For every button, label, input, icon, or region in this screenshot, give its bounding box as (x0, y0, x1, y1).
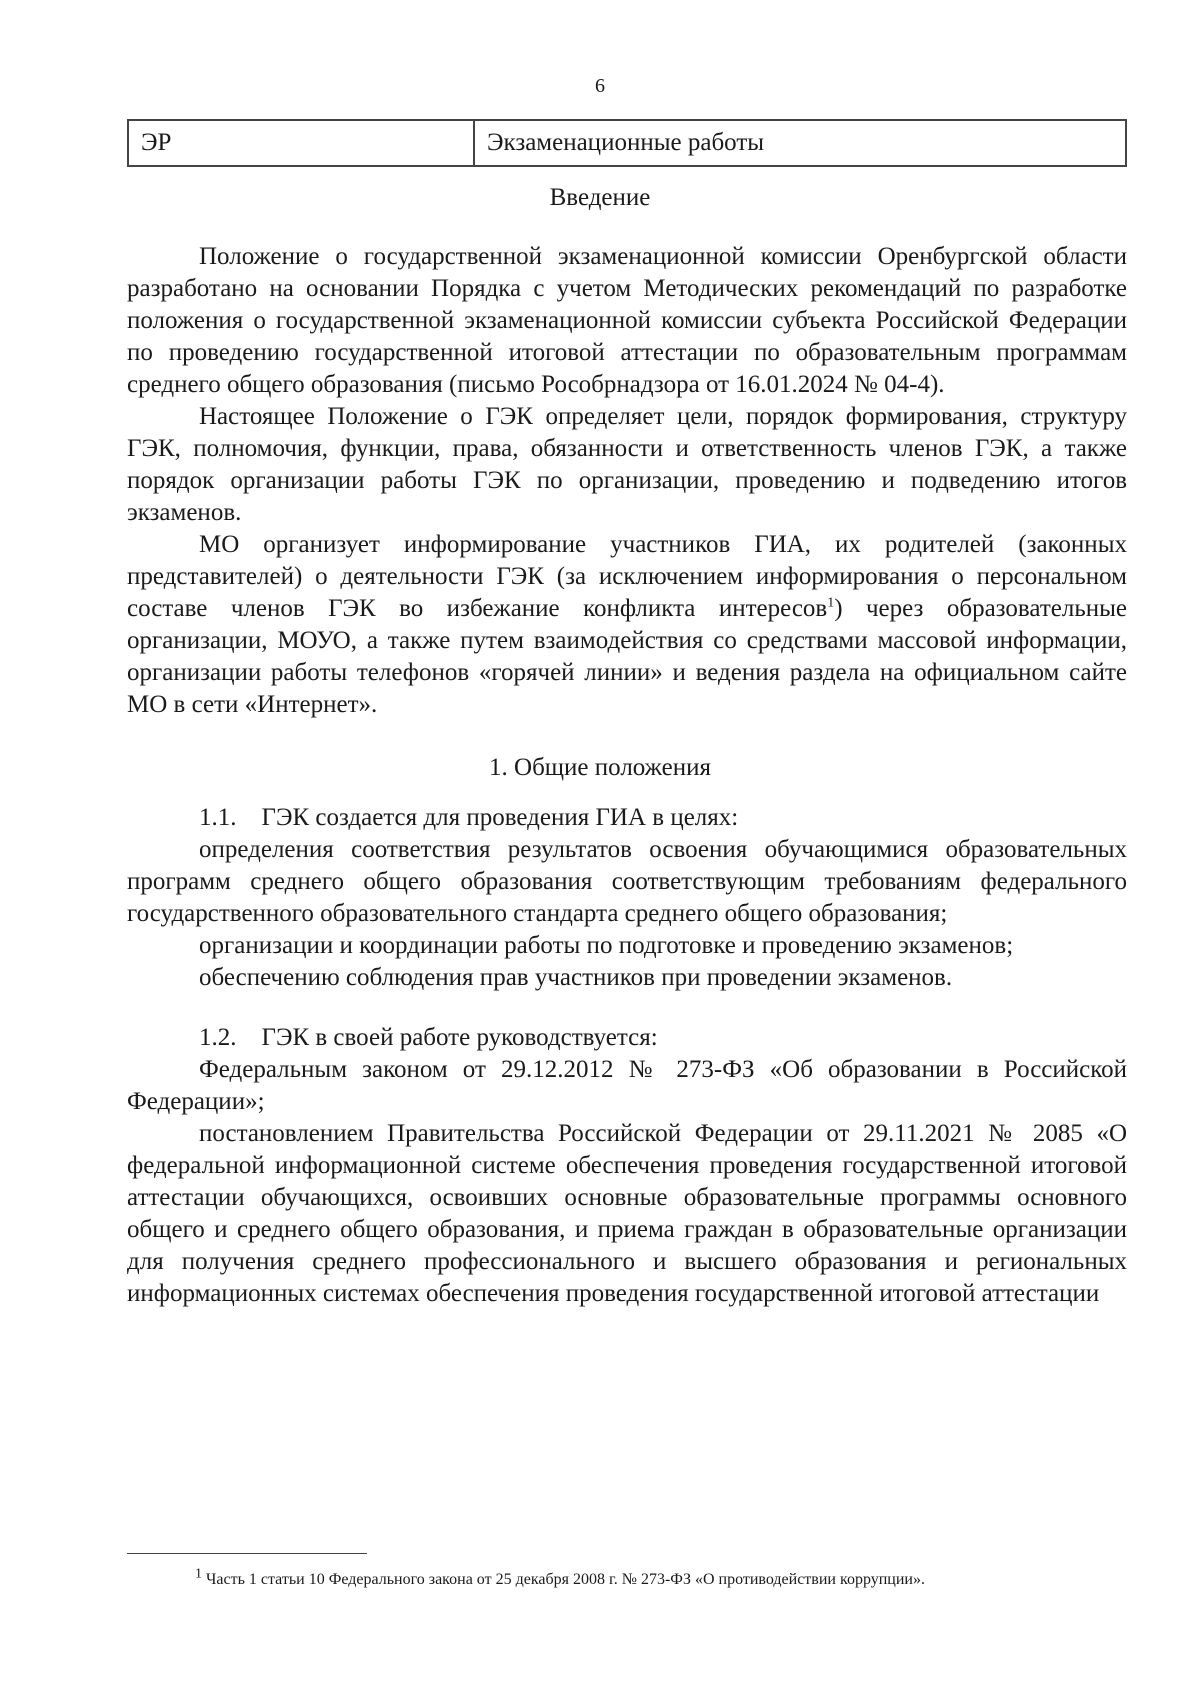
clause-1-1-text: ГЭК создается для проведения ГИА в целях: (261, 804, 739, 831)
abbreviation-table (127, 119, 1127, 167)
spacer (127, 994, 1127, 1022)
meaning-cell: Экзаменационные работы (474, 120, 1126, 166)
clause-1-1 (127, 802, 1127, 834)
intro-paragraph-3-part-b: ) через образовательные организации, МОУО, а также путем взаимодействия со средствами массовой информации, организации работы телефонов «горячей линии» и ведения раздела на официальном сайте МО в сети «Интернет». (127, 595, 1127, 718)
intro-paragraph-1: Положение о государственной экзаменационной комиссии Оренбургской области разработано на основании Порядка с учетом Методических рекомендаций по разработке положения о государственной экзаменационной комиссии субъекта Российской Федерации по проведению государственной итоговой аттестации по образовательным программам среднего общего образования (письмо Рособрнадзора от 16.01.2024 № 04-4). (127, 243, 1127, 398)
clause-1-2 (127, 1022, 1127, 1054)
section-1-heading: 1. Общие положения (489, 754, 711, 781)
clause-1-2-item-b: постановлением Правительства Российской Федерации от 29.11.2021 № 2085 «О федеральной информационной системе обеспечения проведения государственной итоговой аттестации обучающихся, освоивших основные образовательные программы основного общего и среднего общего образования, и приема граждан в образовательные организации для получения среднего профессионального и высшего образования и региональных информационных системах обеспечения проведения государственной итоговой аттестации (127, 1120, 1127, 1307)
clause-1-2-item-a: Федеральным законом от 29.12.2012 № 273-ФЗ «Об образовании в Российской Федерации»; (127, 1056, 1127, 1115)
footnote (195, 1566, 925, 1590)
clause-1-1-item-b: организации и координации работы по подготовке и проведению экзаменов; (199, 932, 1014, 959)
page-number: 6 (595, 75, 605, 97)
footnote-reference: 1 (827, 595, 835, 611)
section-1-body (127, 802, 1127, 1310)
clause-1-2-number: 1.2. (199, 1024, 237, 1051)
footnote-text: Часть 1 статьи 10 Федерального закона от 25 декабря 2008 г. № 273-ФЗ «О противодействии коррупции». (206, 1571, 925, 1588)
table-row (128, 120, 1126, 166)
footnote-mark: 1 (195, 1566, 202, 1582)
clause-1-1-item-a: определения соответствия результатов освоения обучающимися образовательных программ среднего общего образования соответствующим требованиям федерального государственного образовательного стандарта среднего общего образования; (127, 836, 1127, 927)
intro-body (127, 241, 1127, 721)
clause-1-1-item-c: обеспечению соблюдения прав участников при проведении экзаменов. (199, 964, 953, 991)
footnote-divider (127, 1553, 367, 1554)
intro-paragraph-3 (127, 529, 1127, 721)
intro-paragraph-2: Настоящее Положение о ГЭК определяет цели, порядок формирования, структуру ГЭК, полномочия, функции, права, обязанности и ответственность членов ГЭК, а также порядок организации работы ГЭК по организации, проведению и подведению итогов экзаменов. (127, 403, 1127, 526)
clause-1-1-number: 1.1. (199, 804, 237, 831)
abbreviation-cell: ЭР (128, 120, 474, 166)
clause-1-2-text: ГЭК в своей работе руководствуется: (261, 1024, 658, 1051)
intro-paragraph-3-part-a: МО организует информирование участников ГИА, их родителей (законных представителей) о деятельности ГЭК (за исключением информирования о персональном составе членов ГЭК во избежание конфликта интересов (127, 531, 1127, 622)
intro-heading: Введение (549, 184, 651, 211)
